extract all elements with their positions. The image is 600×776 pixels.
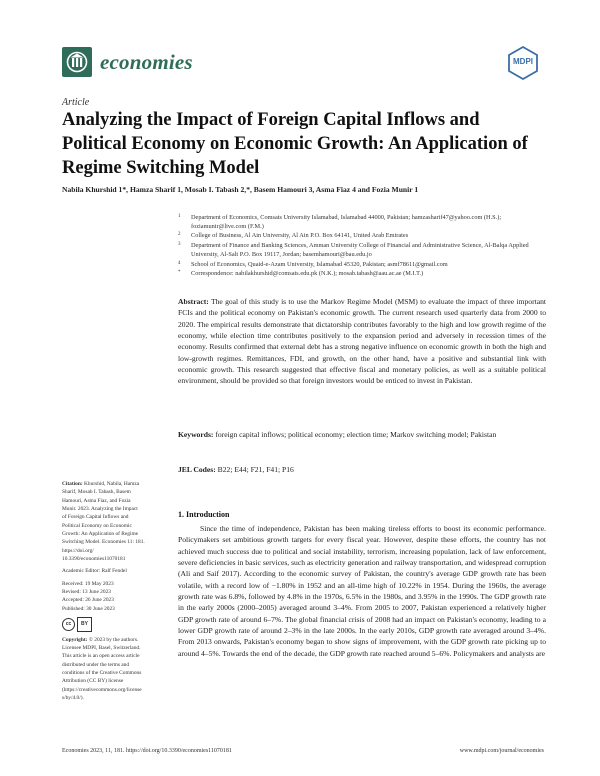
affiliation-text: Correspondence: nabilakhurshid@comsats.edu.pk (N.K.); mosab.tabash@aau.ac.ae (M.I.T.): [191, 270, 424, 278]
citation-doi-link[interactable]: https://doi.org/: [62, 547, 94, 554]
by-icon: BY: [77, 617, 92, 631]
date-published: Published: 30 June 2023: [62, 605, 115, 612]
affiliation-number: 1: [178, 214, 181, 219]
mdpi-logo: [506, 46, 540, 80]
section-heading-introduction: 1. Introduction: [178, 510, 230, 519]
correspondence: [178, 270, 548, 279]
jel-text: B22; E44; F21, F41; P16: [217, 465, 294, 474]
journal-logo: [62, 47, 92, 77]
affiliation-text: School of Economics, Quaid-e-Azam University, Islamabad 45320, Pakistan; asmf78611@gmail.com: [191, 260, 448, 268]
copyright-line: conditions of the Creative Commons: [62, 669, 142, 676]
date-accepted: Accepted: 26 June 2023: [62, 597, 114, 604]
affiliation-number: 4: [178, 260, 181, 266]
affiliation-item: [178, 261, 548, 270]
article-type: Article: [62, 97, 90, 108]
citation-line: Switching Model. Economies 11: 181.: [62, 539, 145, 546]
sidebar: [62, 480, 168, 706]
affiliations: [178, 214, 548, 280]
introduction-body: [178, 523, 546, 659]
footer-journal-url[interactable]: www.mdpi.com/journal/economies: [459, 748, 544, 754]
affiliation-number: 2: [178, 232, 181, 238]
citation-block: [62, 480, 168, 563]
footer-citation: Economies 2023, 11, 181. https://doi.org/10.3390/economies11070181: [62, 748, 232, 754]
affiliation-text: Department of Economics, Comsats University Islamabad, Islamabad 44000, Pakistan; hamzasharif47@yahoo.com (H.S.); foziamunir@live.com (F.M.): [191, 214, 502, 230]
citation-line: of Foreign Capital Inflows and: [62, 514, 129, 521]
cc-icon: cc: [62, 618, 75, 631]
license-link[interactable]: (https://creativecommons.org/license: [62, 686, 142, 693]
affiliation-number: 3: [178, 242, 181, 248]
abstract-text: The goal of this study is to use the Markov Regime Model (MSM) to evaluate the impact of three important FCIs and the political economy on Pakistan's economic growth. The current research used quarterly data from 2000 to 2020. The empirical results demonstrate that dictatorship contributes favorably to the high and low growth regime of the economy, while election time contributes positively to the expansion period and adversely in recession times of the economy. Results confirmed that external debt has a strong negative influence on economic growth in both the high and low-growth regimes. Remittances, FDI, and growth, on the other hand, have a positive and substantial link with economic growth. This research suggested that effective fiscal and monetary policies, as well as a suitable political environment, should be provided so that foreign investors would be enticed to invest in Pakistan.: [178, 297, 546, 386]
academic-editor: Academic Editor: Ralf Fendel: [62, 568, 127, 575]
keywords-label: Keywords:: [178, 430, 214, 439]
citation-doi-link[interactable]: 10.3390/economies11070181: [62, 556, 126, 563]
copyright-line: This article is an open access article: [62, 653, 140, 660]
affiliation-number: *: [178, 270, 181, 276]
paper-title: Analyzing the Impact of Foreign Capital Inflows and Political Economy on Economic Growth: An Application of Regime Switching Model: [62, 110, 528, 178]
keywords-text: foreign capital inflows; political economy; election time; Markov switching model; Pakistan: [215, 430, 497, 439]
date-revised: Revised: 13 June 2023: [62, 589, 111, 596]
copyright-block: [62, 636, 168, 703]
abstract-label: Abstract:: [178, 297, 209, 306]
copyright-line: Licensee MDPI, Basel, Switzerland.: [62, 644, 141, 651]
copyright-line: © 2023 by the authors.: [88, 636, 139, 643]
dates-block: [62, 580, 168, 613]
citation-line: Political Economy on Economic: [62, 522, 132, 529]
copyright-line: distributed under the terms and: [62, 661, 130, 668]
affiliation-text: College of Business, Al Ain University, Al Ain P.O. Box 64141, United Arab Emirates: [191, 232, 409, 240]
journal-name: economies: [100, 50, 193, 74]
copyright-label: Copyright:: [62, 636, 88, 643]
citation-line: Munir. 2023. Analyzing the Impact: [62, 506, 138, 513]
abstract: [178, 296, 546, 387]
keywords: [178, 429, 546, 440]
citation-line: Sharif, Mosab I. Tabash, Basem: [62, 489, 131, 496]
license-link[interactable]: s/by/4.0/).: [62, 694, 84, 701]
affiliation-item: [178, 232, 548, 241]
affiliation-item: [178, 214, 548, 231]
introduction-paragraph: Since the time of independence, Pakistan has been making tireless efforts to boost its economic performance. Policymakers set ambitious growth targets for every fiscal year. However, despite these efforts, the country has not achieved much success due to political and social instability, terrorism, increasing population, lack of law enforcement, severe deficiencies in basic services, such as electricity generation and railway transportation, and widespread corruption (Ali and Saif 2017). According to the economic survey of Pakistan, the country's average GDP growth rate has been volatile, with a record low of −1.80% in 1952 and an all-time high of 10.22% in 1954. During the 1960s, the average growth rate was 6.8%, followed by 4.8% in the 1970s, 6.5% in the 1980s, and 3.95% in the 1990s. The GDP growth rate in the early 2000s (2000–2005) averaged around 3–4%. From 2005 to 2007, Pakistan experienced a relatively higher GDP growth rate of around 6–7%. The global financial crisis of 2008 had an impact on Pakistan's economy, leading to a lower GDP growth rate of around 2–3% in the late 2000s. In the early 2010s, GDP growth rate averaged around 3–4%. From 2013 onwards, Pakistan's economy began to show signs of improvement, with the GDP growth rate picking up to around 4–5%. Towards the end of the decade, the GDP growth rate reached around 5–6%. Policymakers and analysts are: [178, 524, 546, 658]
citation-line: Khurshid, Nabila, Hamza: [84, 481, 140, 487]
date-received: Received: 19 May 2023: [62, 580, 114, 587]
publisher-name: MDPI: [513, 57, 533, 66]
copyright-line: Attribution (CC BY) license: [62, 678, 124, 685]
affiliation-text: Department of Finance and Banking Sciences, Amman University College of Financial and Administrative Science, Al-Balqa Applied University, Al-Salt P.O. Box 19117, Jordan; basemhamouri@bau.edu.jo: [191, 242, 529, 258]
author-list: Nabila Khurshid 1*, Hamza Sharif 1, Mosab I. Tabash 2,*, Basem Hamouri 3, Asma Fiaz 4 and Fozia Munir 1: [62, 185, 419, 194]
cc-by-license-badge[interactable]: [62, 617, 168, 631]
citation-label: Citation:: [62, 481, 83, 487]
citation-line: Hamouri, Asma Fiaz, and Fozia: [62, 497, 131, 504]
jel-codes: [178, 464, 546, 475]
citation-line: Growth: An Application of Regime: [62, 531, 139, 538]
affiliation-item: [178, 242, 548, 259]
jel-label: JEL Codes:: [178, 465, 216, 474]
